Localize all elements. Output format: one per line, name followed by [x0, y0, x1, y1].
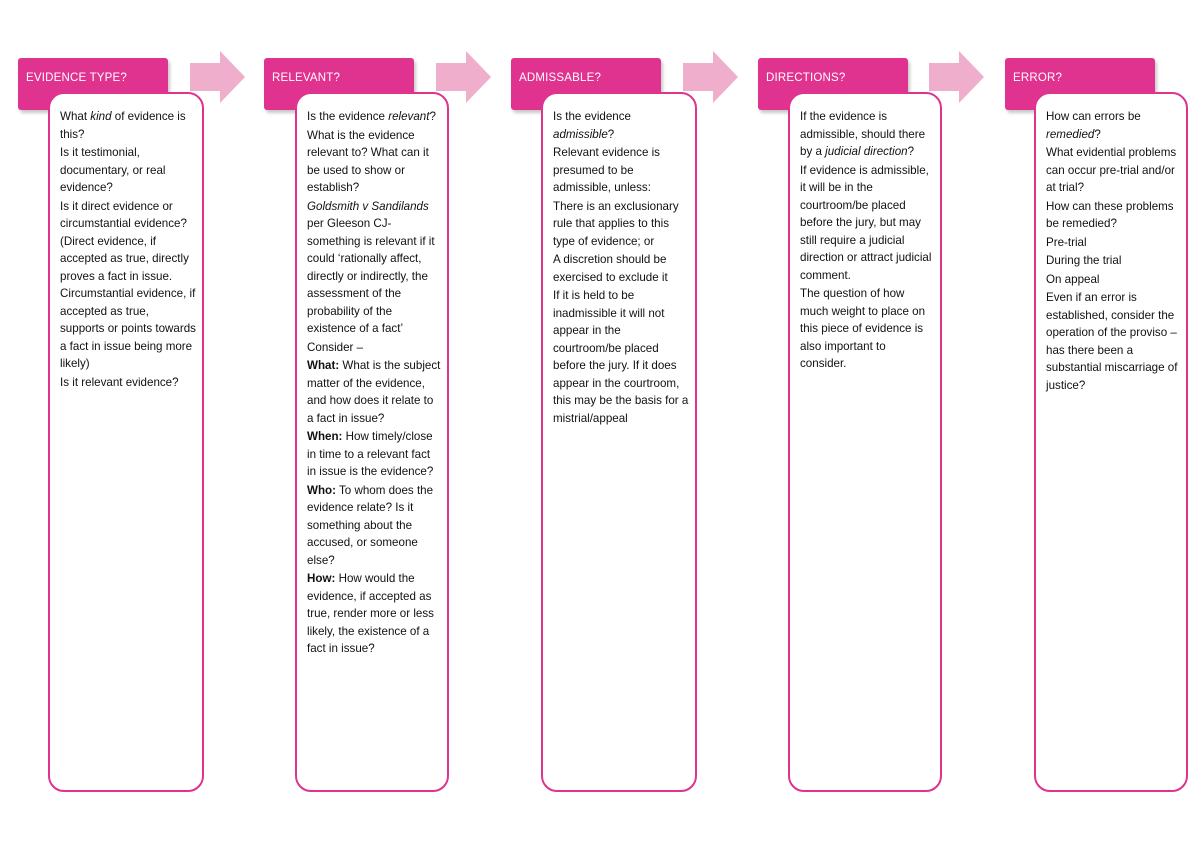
text-item: What: What is the subject matter of the evidence, and how does it relate to a fact in issue?	[307, 359, 441, 425]
text-item: What kind of evidence is this?	[60, 110, 186, 141]
box-directions	[788, 92, 942, 792]
header-evidence-type: EVIDENCE TYPE?	[18, 58, 168, 110]
text-item: Relevant evidence is presumed to be admissible, unless:	[553, 146, 660, 194]
text-item: Is the evidence admissible?	[553, 110, 631, 141]
text-item: Pre-trial	[1046, 235, 1087, 249]
text-item: Is it direct evidence or circumstantial evidence? (Direct evidence, if accepted as true, directly proves a fact in issue. Circumstantial evidence, if accepted as true, supports or points towards a fact in issue being more likely)	[60, 199, 196, 370]
text-item: How can errors be remedied?	[1046, 110, 1141, 141]
box-evidence-type	[48, 92, 204, 792]
text-item: Is it relevant evidence?	[60, 375, 179, 389]
box-error	[1034, 92, 1188, 792]
text-item: The question of how much weight to place on this piece of evidence is also important to consider.	[800, 287, 926, 370]
text-item: During the trial	[1046, 254, 1122, 267]
arrow-icon	[436, 51, 494, 103]
arrow-icon	[929, 51, 987, 103]
text-item: What is the evidence relevant to? What can it be used to show or establish?	[307, 128, 429, 194]
text-item: What evidential problems can occur pre-trial and/or at trial?	[1046, 146, 1177, 194]
text-item: If the evidence is admissible, should there by a judicial direction?	[800, 110, 926, 158]
text-item: How: How would the evidence, if accepted as true, render more or less likely, the existence of a fact in issue?	[307, 572, 434, 655]
text-item: Goldsmith v Sandilands per Gleeson CJ- something is relevant if it could ‘rationally affect, directly or indirectly, the assessment of the probability of the existence of a fact’	[307, 199, 435, 335]
text-item: A discretion should be exercised to exclude it	[553, 253, 668, 284]
text-item: How can these problems be remedied?	[1046, 199, 1174, 230]
text-item: If it is held to be inadmissible it will not appear in the courtroom/be placed before the jury. If it does appear in the courtroom, this may be the basis for a mistrial/appeal	[553, 289, 689, 425]
text-item: On appeal	[1046, 272, 1100, 286]
text-item: If evidence is admissible, it will be in the courtroom/be placed before the jury, but may still require a judicial direction or attract judicial comment.	[800, 163, 932, 282]
text-item: There is an exclusionary rule that applies to this type of evidence; or	[553, 199, 679, 248]
arrow-icon	[683, 51, 741, 103]
header-error: ERROR?	[1005, 58, 1155, 110]
text-item: Is the evidence relevant?	[307, 110, 436, 123]
text-item: Who: To whom does the evidence relate? Is it something about the accused, or someone else?	[307, 483, 434, 567]
text-item: Is it testimonial, documentary, or real evidence?	[60, 146, 166, 194]
box-admissable	[541, 92, 697, 792]
header-admissable: ADMISSABLE?	[511, 58, 661, 110]
arrow-icon	[190, 51, 248, 103]
box-relevant	[295, 92, 449, 792]
text-item: Consider –	[307, 340, 364, 354]
header-directions: DIRECTIONS?	[758, 58, 908, 110]
header-relevant: RELEVANT?	[264, 58, 414, 110]
text-item: Even if an error is established, consider the operation of the proviso – has there been a substantial miscarriage of justice?	[1046, 291, 1178, 392]
text-item: When: How timely/close in time to a relevant fact in issue is the evidence?	[307, 430, 434, 478]
